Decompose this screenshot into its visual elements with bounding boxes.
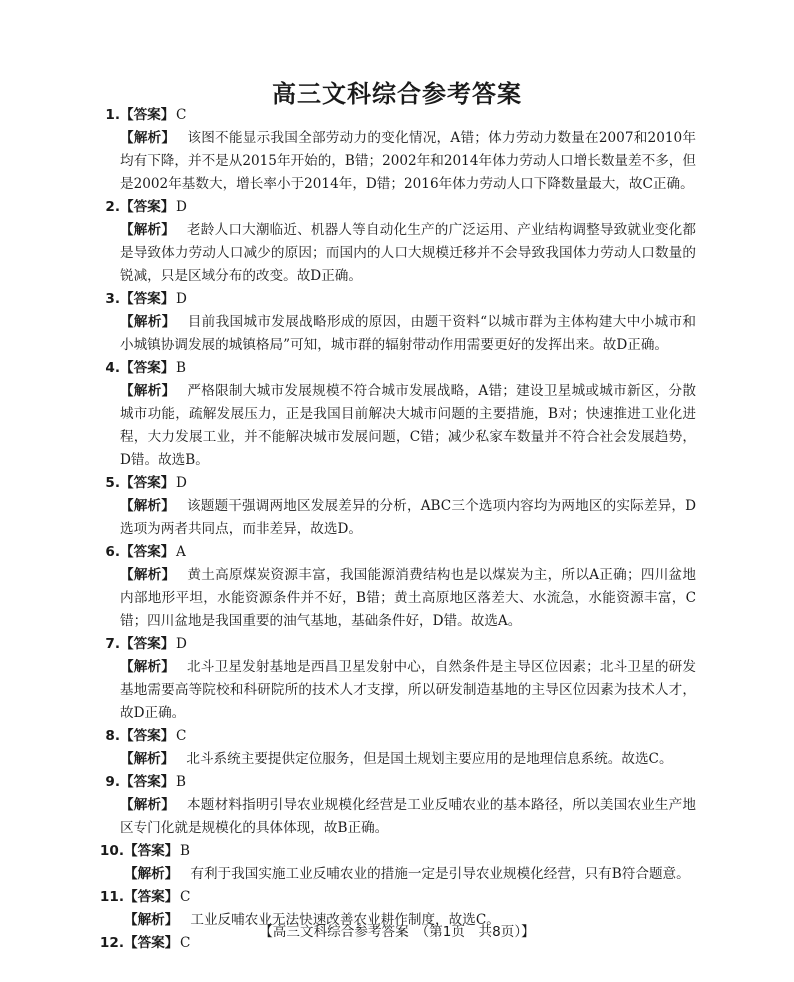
explanation-text: 该题题干强调两地区发展差异的分析，ABC三个选项内容均为两地区的实际差异，D选项为两者共同点，而非差异，故选D。 bbox=[120, 498, 696, 537]
question-answer-line bbox=[0, 288, 794, 311]
explanation-text: 工业反哺农业无法快速改善农业耕作制度，故选C。 bbox=[190, 912, 500, 928]
question-answer-line bbox=[0, 886, 794, 909]
answer-letter: D bbox=[176, 636, 187, 652]
answer-letter: B bbox=[176, 774, 186, 790]
explanation bbox=[120, 127, 696, 196]
answer-letter: C bbox=[176, 107, 187, 123]
explanation-text: 严格限制大城市发展规模不符合城市发展战略，A错；建设卫星城或城市新区，分散城市功能，疏解发展压力，正是我国目前解决大城市问题的主要措施，B对；快速推进工业化进程，大力发展工业，并不能解决城市发展问题，C错；减少私家车数量并不符合社会发展趋势，D错。故选B。 bbox=[120, 383, 696, 468]
question-number: 3. bbox=[105, 291, 120, 307]
question-number: 9. bbox=[105, 774, 120, 790]
answer-tag: 【答案】 bbox=[120, 774, 175, 790]
explanation bbox=[120, 219, 696, 288]
explanation-tag: 【解析】 bbox=[120, 567, 176, 583]
question-answer-line bbox=[0, 196, 794, 219]
explanation bbox=[120, 748, 696, 771]
explanation-text: 该图不能显示我国全部劳动力的变化情况，A错；体力劳动力数量在2007和2010年均有下降，并不是从2015年开始的，B错；2002年和2014年体力劳动人口增长数量差不多，但是2002年基数大，增长率小于2014年，D错；2016年体力劳动人口下降数量最大，故C正确。 bbox=[120, 130, 696, 192]
explanation-tag: 【解析】 bbox=[120, 222, 176, 238]
answer-tag: 【答案】 bbox=[120, 544, 175, 560]
answer-tag: 【答案】 bbox=[124, 935, 179, 951]
question-answer-line bbox=[0, 541, 794, 564]
answer-letter: C bbox=[180, 889, 191, 905]
explanation bbox=[120, 495, 696, 541]
answer-letter: D bbox=[176, 291, 187, 307]
explanation-tag: 【解析】 bbox=[124, 866, 179, 882]
explanation-tag: 【解析】 bbox=[120, 130, 176, 146]
explanation bbox=[120, 380, 696, 472]
explanation-tag: 【解析】 bbox=[120, 659, 176, 675]
explanation-text: 北斗卫星发射基地是西昌卫星发射中心，自然条件是主导区位因素；北斗卫星的研发基地需要高等院校和科研院所的技术人才支撑，所以研发制造基地的主导区位因素为技术人才，故D正确。 bbox=[120, 659, 697, 721]
question-answer-line bbox=[0, 357, 794, 380]
answer-tag: 【答案】 bbox=[120, 475, 175, 491]
explanation-tag: 【解析】 bbox=[120, 383, 176, 399]
answer-tag: 【答案】 bbox=[124, 843, 179, 859]
question-number: 8. bbox=[105, 728, 120, 744]
explanation-text: 老龄人口大潮临近、机器人等自动化生产的广泛运用、产业结构调整导致就业变化都是导致体力劳动人口减少的原因；而国内的人口大规模迁移并不会导致我国体力劳动人口数量的锐减，只是区域分布的改变。故D正确。 bbox=[120, 222, 697, 284]
answer-tag: 【答案】 bbox=[120, 728, 175, 744]
question-answer-line bbox=[0, 633, 794, 656]
explanation bbox=[120, 311, 696, 357]
question-answer-line bbox=[0, 725, 794, 748]
explanation bbox=[124, 863, 696, 886]
question-number: 7. bbox=[105, 636, 120, 652]
explanation-tag: 【解析】 bbox=[124, 912, 179, 928]
answer-tag: 【答案】 bbox=[120, 360, 175, 376]
answer-tag: 【答案】 bbox=[120, 107, 175, 123]
explanation-text: 有利于我国实施工业反哺农业的措施一定是引导农业规模化经营，只有B符合题意。 bbox=[190, 866, 690, 882]
answer-letter: D bbox=[176, 199, 187, 215]
answer-tag: 【答案】 bbox=[124, 889, 179, 905]
explanation-text: 本题材料指明引导农业规模化经营是工业反哺农业的基本路径，所以美国农业生产地区专门化就是规模化的具体体现，故B正确。 bbox=[120, 797, 697, 836]
explanation-tag: 【解析】 bbox=[120, 797, 176, 813]
question-answer-line bbox=[0, 104, 794, 127]
answer-list bbox=[0, 104, 794, 955]
explanation-tag: 【解析】 bbox=[120, 751, 175, 767]
footer-text: 【高三文科综合参考答案 （第1页 共8页）】 bbox=[259, 924, 535, 940]
question-answer-line bbox=[0, 472, 794, 495]
page-footer bbox=[0, 920, 794, 940]
explanation-text: 北斗系统主要提供定位服务，但是国土规划主要应用的是地理信息系统。故选C。 bbox=[186, 751, 673, 767]
question-number: 12. bbox=[99, 935, 124, 951]
question-number: 4. bbox=[105, 360, 120, 376]
question-number: 10. bbox=[99, 843, 124, 859]
answer-tag: 【答案】 bbox=[120, 199, 175, 215]
question-number: 1. bbox=[105, 107, 120, 123]
explanation bbox=[120, 564, 696, 633]
question-number: 2. bbox=[105, 199, 120, 215]
answer-letter: A bbox=[176, 544, 186, 560]
answer-letter: C bbox=[180, 935, 191, 951]
answer-letter: C bbox=[176, 728, 187, 744]
explanation-text: 黄土高原煤炭资源丰富，我国能源消费结构也是以煤炭为主，所以A正确；四川盆地内部地形平坦，水能资源条件并不好，B错；黄土高原地区落差大、水流急，水能资源丰富，C错；四川盆地是我国重要的油气基地，基础条件好，D错。故选A。 bbox=[120, 567, 696, 629]
answer-letter: D bbox=[176, 475, 187, 491]
question-number: 5. bbox=[105, 475, 120, 491]
explanation-tag: 【解析】 bbox=[120, 498, 175, 514]
explanation-text: 目前我国城市发展战略形成的原因，由题干资料“以城市群为主体构建大中小城市和小城镇协调发展的城镇格局”可知，城市群的辐射带动作用需要更好的发挥出来。故D正确。 bbox=[120, 314, 697, 353]
answer-letter: B bbox=[180, 843, 190, 859]
explanation-tag: 【解析】 bbox=[120, 314, 176, 330]
answer-tag: 【答案】 bbox=[120, 291, 175, 307]
answer-letter: B bbox=[176, 360, 186, 376]
question-number: 6. bbox=[105, 544, 120, 560]
question-answer-line bbox=[0, 840, 794, 863]
question-answer-line bbox=[0, 771, 794, 794]
question-number: 11. bbox=[99, 889, 124, 905]
explanation bbox=[120, 656, 696, 725]
explanation bbox=[120, 794, 696, 840]
answer-tag: 【答案】 bbox=[120, 636, 175, 652]
page-title: 高三文科综合参考答案 bbox=[272, 80, 522, 108]
